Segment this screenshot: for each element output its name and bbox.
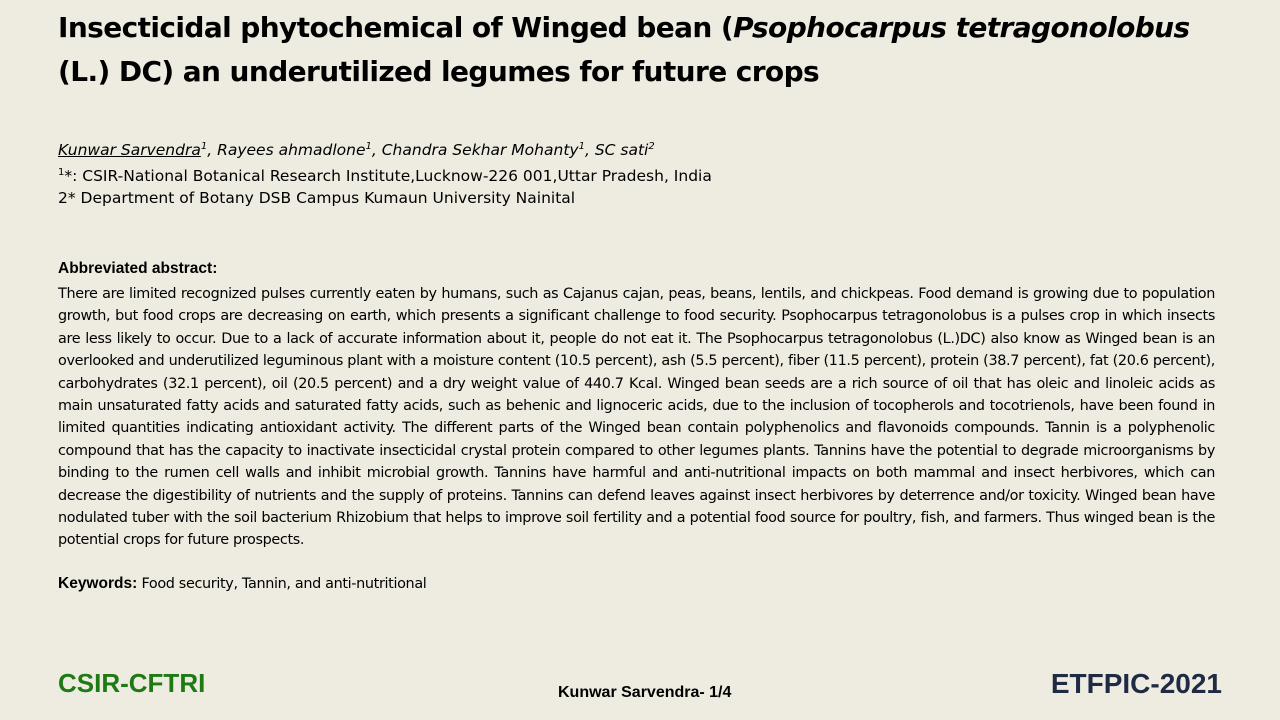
affiliation-2: 2* Department of Botany DSB Campus Kumaun University Nainital (58, 189, 576, 207)
keywords-text: Food security, Tannin, and anti-nutritional (137, 576, 427, 592)
author-separator: , (371, 141, 382, 160)
author-name: Chandra Sekhar Mohanty (381, 141, 579, 160)
keywords-label: Keywords: (58, 575, 138, 592)
footer-organization: CSIR-CFTRI (58, 668, 206, 698)
author-name: Rayees ahmadlone (217, 141, 366, 160)
affiliation-1 (58, 161, 712, 188)
abstract-heading: Abbreviated abstract: (58, 260, 218, 277)
footer-conference: ETFPIC-2021 (1050, 668, 1222, 699)
title-part-1: Insecticidal phytochemical of Winged bean ( (58, 11, 734, 44)
abstract-body: There are limited recognized pulses currently eaten by humans, such as Cajanus cajan, peas, beans, lentils, and chickpeas. Food demand is growing due to population growth, but food crops are decreasing on earth, which presents a significant challenge to food security. Psophocarpus tetragonolobus is a pulses crop in which insects are less likely to occur. Due to a lack of accurate information about it, people do not eat it. The Psophocarpus tetragonolobus (L.)DC) also know as Winged bean is an overlooked and underutilized leguminous plant with a moisture content (10.5 percent), ash (5.5 percent), fiber (11.5 percent), protein (38.7 percent), fat (20.6 percent), carbohydrates (32.1 percent), oil (20.5 percent) and a dry weight value of 440.7 Kcal. Winged bean seeds are a rich source of oil that has oleic and linoleic acids as main unsaturated fatty acids and saturated fatty acids, such as behenic and lignoceric acids, due to the inclusion of tocopherols and tocotrienols, have been found in limited quantities indicating antioxidant activity. The different parts of the Winged bean contain polyphenolics and flavonoids compounds. Tannin is a polyphenolic compound that has the capacity to inactivate insecticidal crystal protein compared to other legumes plants. Tannins have the potential to degrade microorganisms by binding to the rumen cell walls and inhibit microbial growth. Tannins have harmful and anti-nutritional impacts on both mammal and insect herbivores, which can decrease the digestibility of nutrients and the supply of proteins. Tannins can defend leaves against insect herbivores by deterrence and/or toxicity. Winged bean have nodulated tuber with the soil bacterium Rhizobium that helps to improve soil fertility and a potential food source for poultry, fish, and farmers. Thus winged bean is the potential crops for future prospects. (58, 286, 1215, 549)
author-name: SC sati (594, 141, 649, 160)
author-affiliation-marker: 1 (200, 141, 208, 152)
author-affiliation-marker: 1 (578, 141, 585, 152)
affiliation-marker: 1 (58, 167, 65, 178)
footer-slide-number: Kunwar Sarvendra- 1/4 (558, 684, 732, 701)
slide-title (58, 6, 1228, 94)
title-species-name: Psophocarpus tetragonolobus (733, 11, 1190, 44)
author-affiliation-marker: 2 (648, 141, 655, 152)
keywords-line (58, 573, 426, 595)
author-affiliation-marker: 1 (365, 141, 372, 152)
author-list (58, 136, 655, 161)
author-separator: , (207, 141, 218, 160)
title-part-2: (L.) DC) an underutilized legumes for future crops (58, 55, 820, 88)
author-name: Kunwar Sarvendra (58, 141, 201, 160)
affiliation-1-text: *: CSIR-National Botanical Research Institute,Lucknow-226 001,Uttar Pradesh, India (64, 167, 712, 186)
author-separator: , (584, 141, 595, 160)
